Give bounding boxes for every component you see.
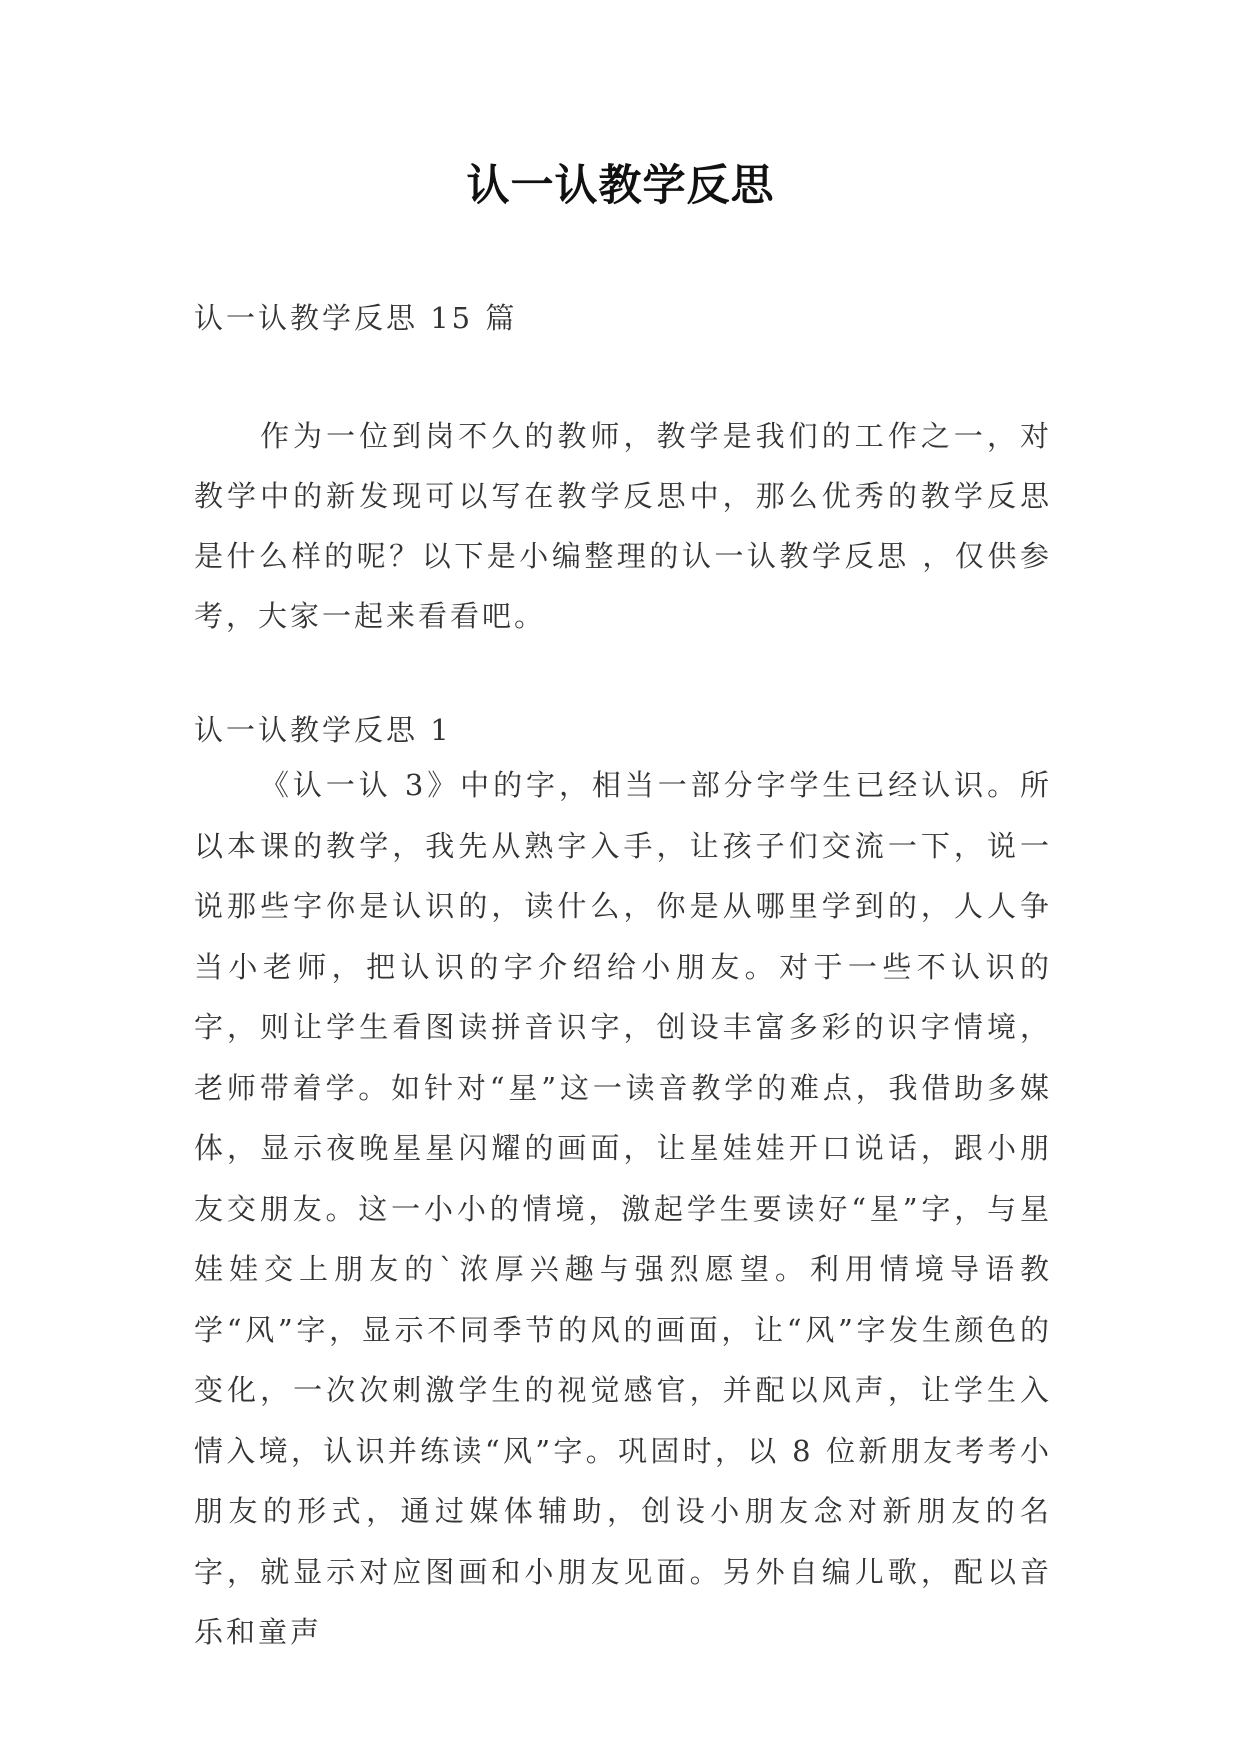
section-heading: 认一认教学反思 1 bbox=[194, 713, 452, 747]
intro-paragraph: 作为一位到岗不久的教师，教学是我们的工作之一，对教学中的新发现可以写在教学反思中，那么优秀的教学反思是什么样的呢？以下是小编整理的认一认教学反思 ，仅供参考，大家一起来看看吧。 bbox=[194, 419, 1052, 633]
document-subtitle: 认一认教学反思 15 篇 bbox=[194, 301, 518, 335]
section-paragraph: 《认一认 3》中的字，相当一部分字学生已经认识。所以本课的教学，我先从熟字入手，让孩子们交流一下，说一说那些字你是认识的，读什么，你是从哪里学到的，人人争当小老师，把认识的字介绍给小朋友。对于一些不认识的字，则让学生看图读拼音识字，创设丰富多彩的识字情境，老师带着学。如针对“星”这一读音教学的难点，我借助多媒体，显示夜晚星星闪耀的画面，让星娃娃开口说话，跟小朋友交朋友。这一小小的情境，激起学生要读好“星”字，与星娃娃交上朋友的`浓厚兴趣与强烈愿望。利用情境导语教学“风”字，显示不同季节的风的画面，让“风”字发生颜色的变化，一次次刺激学生的视觉感官，并配以风声，让学生入情入境，认识并练读“风”字。巩固时，以 8 位新朋友考考小朋友的形式，通过媒体辅助，创设小朋友念对新朋友的名字，就显示对应图画和小朋友见面。另外自编儿歌，配以音乐和童声 bbox=[194, 768, 1052, 1649]
document-title: 认一认教学反思 bbox=[466, 161, 775, 211]
